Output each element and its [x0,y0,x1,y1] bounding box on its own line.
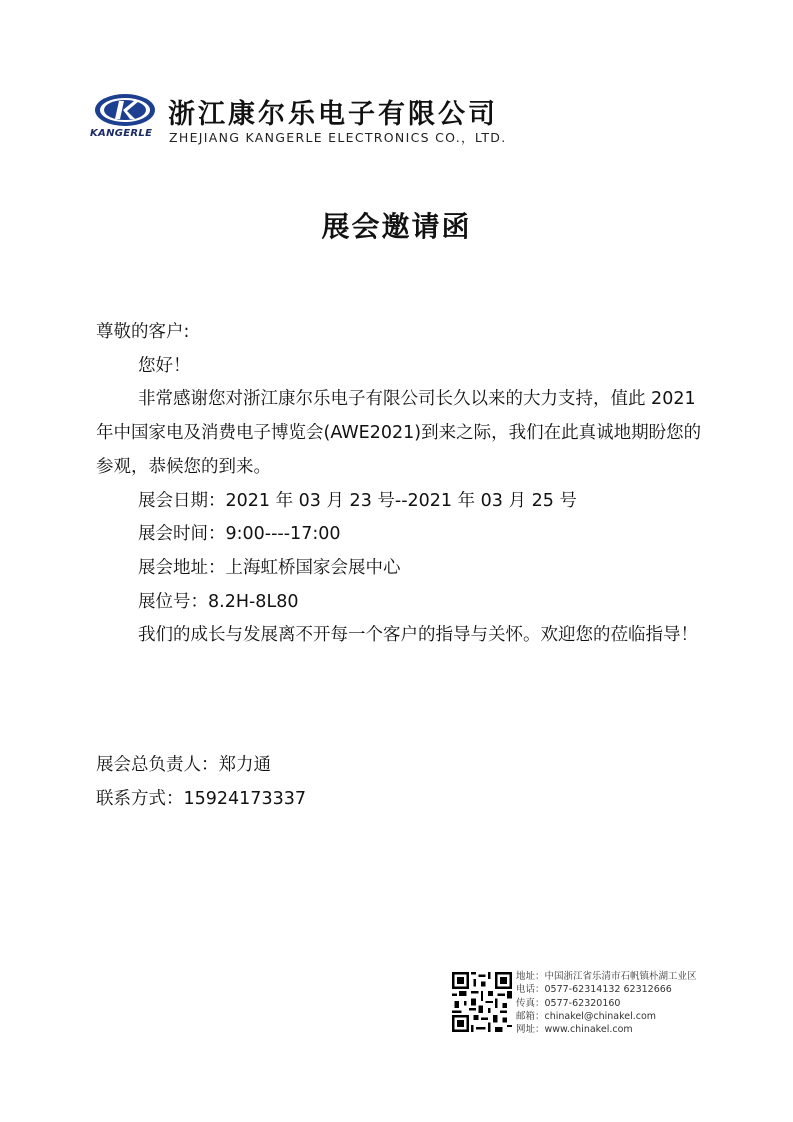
salutation: 尊敬的客户: [96,322,190,342]
qr-code-icon [452,972,512,1032]
logo-wordmark: KANGERLE [90,128,153,139]
footer-address: 地址：中国浙江省乐清市石帆镇朴湖工业区 [516,971,697,982]
footer-website: 网址：www.chinakel.com [516,1024,633,1036]
contact-block [96,749,306,816]
letter-body [96,316,706,653]
footer-email: 邮箱：chinakel@chinakel.com [516,1010,657,1022]
company-name-en: ZHEJIANG KANGERLE ELECTRONICS CO.，LTD. [169,130,507,145]
footer-tel: 电话：0577-62314132 62312666 [516,984,672,996]
contact-phone: 联系方式：15924173337 [96,788,306,809]
letterhead [90,88,544,148]
footer-contact-lines [516,970,697,1036]
greeting: 您好！ [138,355,191,376]
footer-fax: 传真：0577-62320160 [516,997,621,1009]
booth-number: 展位号：8.2H-8L80 [138,591,299,612]
closing-paragraph: 我们的成长与发展离不开每一个客户的指导与关怀。欢迎您的莅临指导！ [138,625,698,646]
exhibition-time: 展会时间：9:00----17:00 [138,524,341,545]
document-title: 展会邀请函 [321,210,472,243]
contact-person: 展会总负责人：郑力通 [96,755,271,775]
company-name-cn: 浙江康尔乐电子有限公司 [168,99,498,130]
exhibition-date: 展会日期：2021 年 03 月 23 号--2021 年 03 月 25 号 [138,490,577,511]
invitation-paragraph: 非常感谢您对浙江康尔乐电子有限公司长久以来的大力支持，值此 2021 年中国家电及消费电子博览会(AWE2021)到来之际，我们在此真诚地期盼您的参观，恭候您的到来。 [96,389,702,477]
footer [452,970,752,1036]
exhibition-address: 展会地址：上海虹桥国家会展中心 [138,557,401,578]
